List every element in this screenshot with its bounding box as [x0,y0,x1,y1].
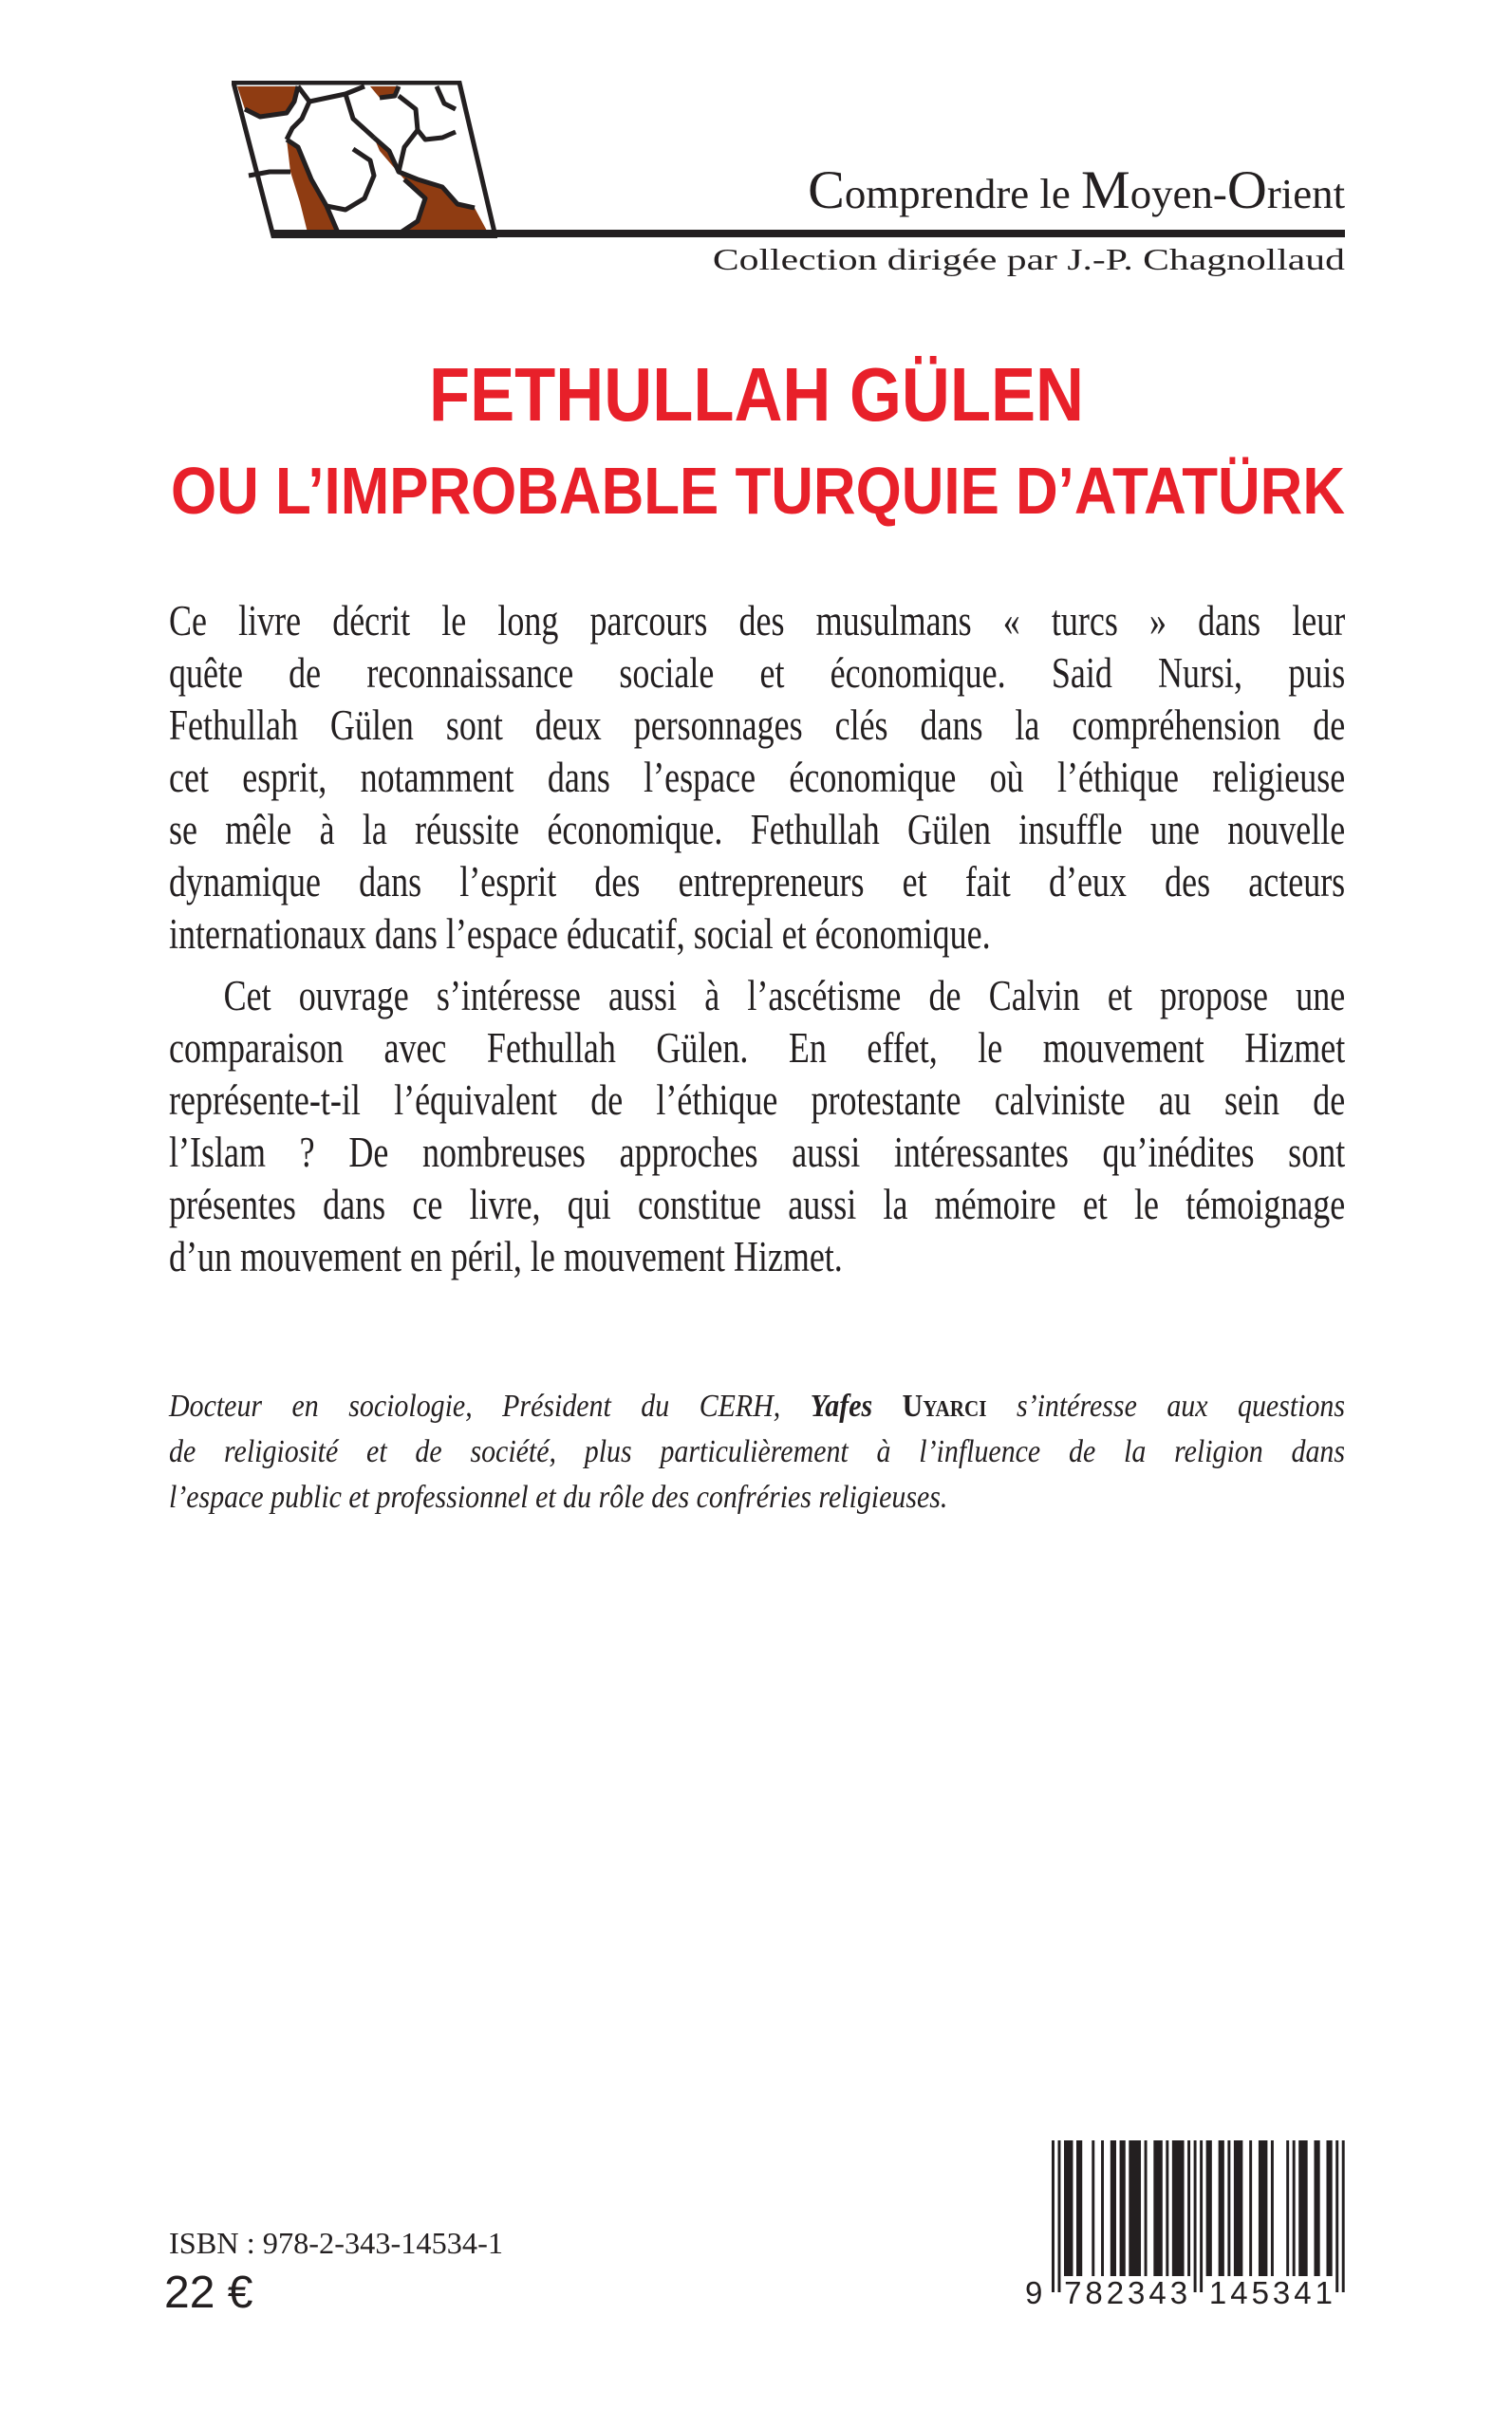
barcode-bar [1298,2140,1307,2276]
barcode-bar [1058,2140,1061,2292]
blurb-paragraph-2 [169,970,1345,1283]
series-logo-map [232,81,497,238]
bio-line [169,1384,1345,1429]
series-initial: C [808,160,845,220]
series-text: rient [1266,171,1345,217]
bio-text: Docteur en sociologie, Président du CERH, [169,1389,811,1424]
barcode-bar [1064,2140,1073,2276]
barcode-bar [1194,2140,1197,2292]
barcode-digits: 145341 [1208,2275,1333,2310]
series-initial: M [1080,160,1130,220]
barcode-bar [1206,2140,1212,2276]
barcode-bar [1293,2140,1296,2276]
blurb-line: représente-t-il l’équivalent de l’éthique protestante calviniste au sein de [169,1076,1346,1124]
barcode-bar [1166,2140,1168,2276]
isbn: ISBN : 978-2-343-14534-1 [169,2226,503,2260]
barcode-bar [1111,2140,1116,2276]
barcode-bar [1249,2140,1252,2276]
barcode-bar [1200,2140,1203,2292]
author-first-name: Yafes [810,1389,873,1424]
author-bio [169,1384,1345,1521]
barcode-bar [1092,2140,1094,2276]
barcode-bar [1076,2140,1082,2276]
series-text: omprendre le [844,171,1081,217]
series-part [808,160,1081,220]
series-part [1226,160,1345,220]
blurb-paragraph-1 [169,595,1345,961]
blurb-line: quête de reconnaissance sociale et économique. Said Nursi, puis [169,649,1346,697]
series-part [1080,160,1227,220]
bio-line: de religiosité et de société, plus particulièrement à l’influence de la religion dans [169,1434,1346,1469]
blurb-line: l’Islam ? De nombreuses approches aussi intéressantes qu’inédites sont [169,1129,1346,1176]
barcode-bar [1187,2140,1190,2276]
barcode-bar [1052,2140,1055,2292]
series-title [808,162,1345,223]
bio-text: s’intéresse aux questions [986,1389,1346,1424]
header-rule [272,230,1345,237]
series-initial: O [1226,160,1267,220]
blurb-line: comparaison avec Fethullah Gülen. En effet, le mouvement Hizmet [169,1024,1346,1072]
barcode-bar [1219,2140,1224,2276]
barcode-bar [1227,2140,1230,2276]
barcode-bar [1335,2140,1338,2292]
blurb-line: d’un mouvement en péril, le mouvement Hizmet. [169,1233,843,1280]
barcode-bar [1172,2140,1185,2276]
barcode-bar [1153,2140,1162,2276]
book-subtitle: OU L’IMPROBABLE TURQUIE D’ATATÜRK [171,454,1345,528]
barcode-bar [1342,2140,1345,2292]
blurb-line: Ce livre décrit le long parcours des musulmans « turcs » dans leur [169,597,1346,644]
price: 22 € [164,2268,253,2318]
blurb-line: Cet ouvrage s’intéresse aussi à l’ascétisme de Calvin et propose une [223,972,1346,1019]
barcode-bar [1286,2140,1289,2276]
barcode-bar [1271,2140,1274,2276]
blurb-line: dynamique dans l’esprit des entrepreneurs et fait d’eux des acteurs [169,858,1346,906]
barcode-bar [1259,2140,1267,2276]
collection-editor: Collection dirigée par J.-P. Chagnollaud [713,242,1345,276]
barcode-bar [1326,2140,1332,2276]
isbn-barcode [1016,2136,1357,2316]
barcode-digits: 9 [1025,2275,1043,2310]
series-text: oyen- [1129,171,1227,217]
author-last-name: Uyarci [902,1389,987,1424]
barcode-bar [1120,2140,1126,2276]
barcode-bar [1234,2140,1242,2276]
book-title: FETHULLAH GÜLEN [429,352,1084,437]
bio-line: l’espace public et professionnel et du rôle des confréries religieuses. [169,1480,948,1515]
barcode-digits: 782343 [1064,2275,1188,2310]
blurb-line: cet esprit, notamment dans l’espace économique où l’éthique religieuse [169,754,1346,801]
blurb-line: Fethullah Gülen sont deux personnages clés dans la compréhension de [169,701,1346,749]
barcode-bar [1129,2140,1141,2276]
barcode-bar [1314,2140,1319,2276]
blurb-line: présentes dans ce livre, qui constitue aussi la mémoire et le témoignage [169,1181,1346,1228]
blurb-line: se mêle à la réussite économique. Fethullah Gülen insuffle une nouvelle [169,806,1346,853]
blurb-line: internationaux dans l’espace éducatif, social et économique. [169,910,991,958]
barcode-bar [1145,2140,1148,2276]
barcode-bar [1101,2140,1104,2276]
